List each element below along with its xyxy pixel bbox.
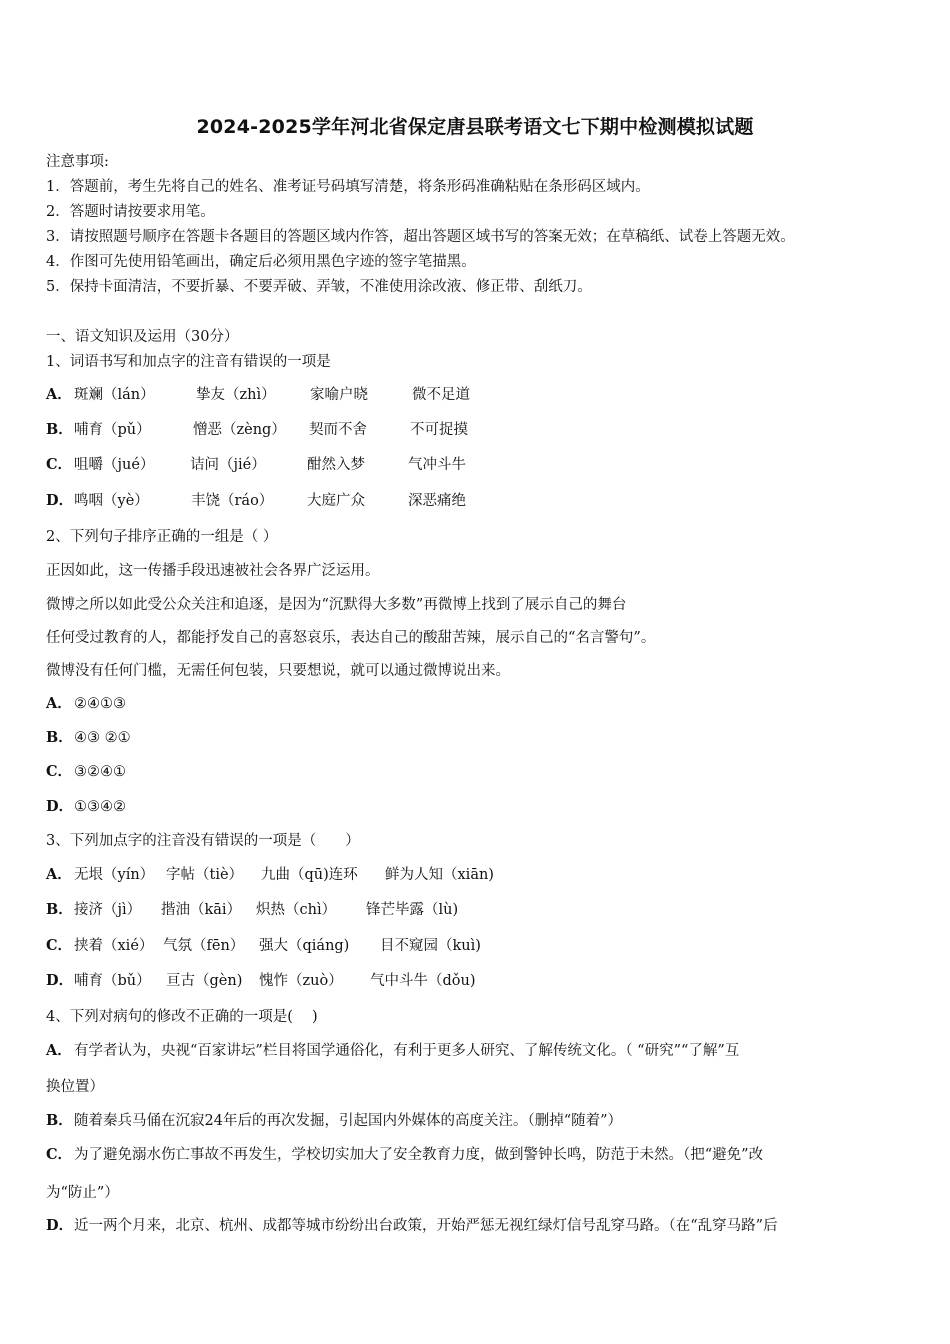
q1-stem: 1、词语书写和加点字的注音有错误的一项是 <box>46 354 331 370</box>
q1-option-item: 斑斓（lán） <box>74 387 155 403</box>
q1-option-item: 诘问（jié） <box>190 457 266 473</box>
q4-stem: 4、下列对病句的修改不正确的一项是( ) <box>46 1009 318 1025</box>
q3-option-item: 揩油（kāi） <box>161 902 242 918</box>
q2-option-text: ②④①③ <box>74 696 126 712</box>
q3-stem: 3、下列加点字的注音没有错误的一项是（ ） <box>46 833 360 849</box>
q3-option-item: 哺育（bǔ） <box>74 973 151 989</box>
q4-option-label: C． <box>46 1146 73 1163</box>
q3-option-item: 目不窥园（kuì) <box>380 938 481 954</box>
q3-option-label: A． <box>46 866 72 883</box>
q2-sentence: 微博没有任何门槛，无需任何包装，只要想说，就可以通过微博说出来。 <box>46 663 510 679</box>
q1-option-item: 深恶痛绝 <box>408 493 466 509</box>
q2-option-text: ③②④① <box>74 764 126 780</box>
q1-option-item: 哺育（pǔ） <box>74 422 151 438</box>
q1-option-item: 挚友（zhì） <box>196 387 276 403</box>
q4-option-label: A． <box>46 1042 72 1059</box>
q1-option-item: 鸣咽（yè） <box>74 493 149 509</box>
q2-option-label: D． <box>46 798 74 815</box>
q3-option-label: C． <box>46 937 73 954</box>
q2-option-label: B． <box>46 729 73 746</box>
q3-option-label: B． <box>46 901 73 918</box>
q1-option-item: 契而不舍 <box>309 422 367 438</box>
q1-option-label: C． <box>46 456 73 473</box>
q4-option-label: D． <box>46 1217 74 1234</box>
q3-option-item: 亘古（gèn) <box>166 973 243 989</box>
q1-option-item: 酣然入梦 <box>307 457 365 473</box>
q4-option-text-cont: 换位置） <box>46 1079 104 1095</box>
q2-sentence: 微博之所以如此受公众关注和追逐，是因为“沉默得大多数”再微博上找到了展示自己的舞台 <box>46 597 627 613</box>
page-title: 2024-2025学年河北省保定唐县联考语文七下期中检测模拟试题 <box>196 116 754 138</box>
q1-option-label: D． <box>46 492 74 509</box>
q3-option-item: 鲜为人知（xiān) <box>385 867 494 883</box>
q1-option-item: 憎恶（zèng） <box>193 422 286 438</box>
notes-item: 5．保持卡面清洁，不要折暴、不要弄破、弄皱，不准使用涂改液、修正带、刮纸刀。 <box>46 279 592 295</box>
q3-option-item: 炽热（chì） <box>256 902 337 918</box>
q2-sentence: 任何受过教育的人，都能抒发自己的喜怒哀乐，表达自己的酸甜苦辣，展示自己的“名言警句”。 <box>46 630 656 646</box>
q1-option-item: 不可捉摸 <box>410 422 468 438</box>
q3-option-item: 气氛（fēn） <box>163 938 245 954</box>
q1-option-label: B． <box>46 421 73 438</box>
notes-item: 1．答题前，考生先将自己的姓名、准考证号码填写清楚，将条形码准确粘贴在条形码区域内。 <box>46 179 650 195</box>
q3-option-item: 愧怍（zuò） <box>259 973 343 989</box>
q4-option-label: B． <box>46 1112 73 1129</box>
q2-option-text: ④③ ②① <box>74 730 131 746</box>
q3-option-label: D． <box>46 972 74 989</box>
q2-option-label: A． <box>46 695 72 712</box>
q3-option-item: 气中斗牛（dǒu) <box>370 973 476 989</box>
q2-option-label: C． <box>46 763 73 780</box>
q1-option-item: 大庭广众 <box>307 493 365 509</box>
q1-option-item: 咀嚼（jué） <box>74 457 155 473</box>
q3-option-item: 强大（qiáng) <box>259 938 350 954</box>
q3-option-item: 无垠（yín） <box>74 867 155 883</box>
q1-option-item: 丰饶（ráo） <box>191 493 274 509</box>
notes-heading: 注意事项: <box>46 154 109 170</box>
notes-item: 2．答题时请按要求用笔。 <box>46 204 215 220</box>
q1-option-label: A． <box>46 386 72 403</box>
q4-option-text-cont: 为“防止”） <box>46 1185 119 1201</box>
q2-option-text: ①③④② <box>74 799 126 815</box>
q3-option-item: 字帖（tiè） <box>166 867 244 883</box>
notes-item: 4．作图可先使用铅笔画出，确定后必须用黑色字迹的签字笔描黑。 <box>46 254 476 270</box>
q1-option-item: 微不足道 <box>412 387 470 403</box>
q2-sentence: 正因如此，这一传播手段迅速被社会各界广泛运用。 <box>46 563 380 579</box>
q3-option-item: 挟着（xié） <box>74 938 154 954</box>
q3-option-item: 锋芒毕露（lù) <box>366 902 459 918</box>
q4-option-text: 为了避免溺水伤亡事故不再发生，学校切实加大了安全教育力度，做到警钟长鸣，防范于未然。（把“避免”改 <box>74 1147 764 1163</box>
q1-option-item: 气冲斗牛 <box>408 457 466 473</box>
notes-item: 3．请按照题号顺序在答题卡各题目的答题区域内作答，超出答题区域书写的答案无效；在草稿纸、试卷上答题无效。 <box>46 229 795 245</box>
section-heading: 一、语文知识及运用（30分） <box>46 329 239 345</box>
q1-option-item: 家喻户晓 <box>310 387 368 403</box>
q4-option-text: 随着秦兵马俑在沉寂24年后的再次发掘，引起国内外媒体的高度关注。（删掉“随着”） <box>74 1113 623 1129</box>
q4-option-text: 近一两个月来，北京、杭州、成都等城市纷纷出台政策，开始严惩无视红绿灯信号乱穿马路。（在“乱穿马路”后 <box>74 1218 778 1234</box>
q2-stem: 2、下列句子排序正确的一组是（ ） <box>46 529 278 545</box>
q4-option-text: 有学者认为，央视“百家讲坛”栏目将国学通俗化，有利于更多人研究、了解传统文化。（ “研究”“了解”互 <box>74 1043 740 1059</box>
q3-option-item: 接济（jì） <box>74 902 142 918</box>
q3-option-item: 九曲（qū)连环 <box>261 867 358 883</box>
